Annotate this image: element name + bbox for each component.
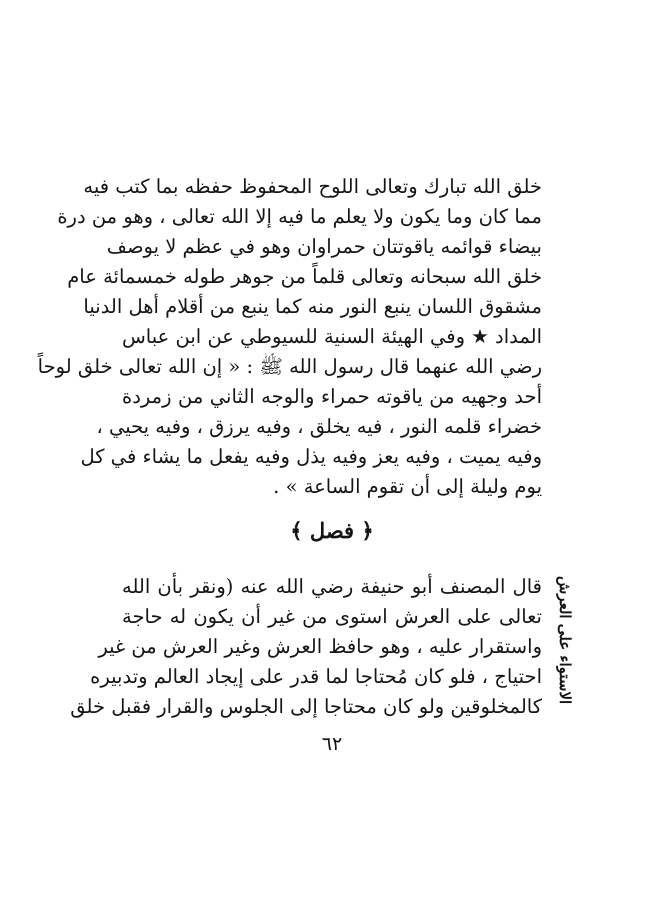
- text-line: أحد وجهيه من ياقوته حمراء والوجه الثاني من زمردة: [122, 385, 542, 408]
- text-line: تعالى على العرش استوى من غير أن يكون له حاجة: [122, 605, 542, 628]
- text-line: وفيه يميت ، وفيه يعز وفيه يذل وفيه يفعل ما يشاء في كل: [80, 445, 542, 468]
- text-line: مشقوق اللسان ينبع النور منه كما ينبع من أقلام أهل الدنيا: [83, 295, 542, 318]
- margin-note: الاستواء على العرش: [556, 575, 574, 704]
- text-line: كالمخلوقين ولو كان محتاجا إلى الجلوس والقرار فقبل خلق: [70, 695, 542, 718]
- page-number: ٦٢: [321, 733, 343, 755]
- text-line: رضي الله عنهما قال رسول الله ﷺ : « إن الله تعالى خلق لوحاً: [37, 355, 542, 378]
- text-line: يوم وليلة إلى أن تقوم الساعة » .: [273, 475, 542, 498]
- text-line: واستقرار عليه ، وهو حافظ العرش وغير العرش من غير: [98, 635, 542, 658]
- paragraph-lawh-mahfuz: [37, 172, 542, 502]
- text-line: احتياج ، فلو كان مُحتاجا لما قدر على إيجاد العالم وتدبيره: [90, 665, 542, 688]
- text-line: خلق الله تبارك وتعالى اللوح المحفوظ حفظه بما كتب فيه: [83, 175, 542, 198]
- text-line: خلق الله سبحانه وتعالى قلماً من جوهر طوله خمسمائة عام: [67, 265, 542, 288]
- text-line: مما كان وما يكون ولا يعلم ما فيه إلا الله تعالى ، وهو من درة: [57, 205, 542, 228]
- section-heading: ﴿ فصل ﴾: [290, 518, 374, 543]
- text-line: قال المصنف أبو حنيفة رضي الله عنه (ونقر بأن الله: [122, 575, 542, 598]
- paragraph-istiwa: [70, 572, 542, 722]
- text-line: بيضاء قوائمه ياقوتتان حمراوان وهو في عظم لا يوصف: [106, 235, 542, 258]
- text-line: المداد ★ وفي الهيئة السنية للسيوطي عن ابن عباس: [122, 325, 542, 348]
- text-line: خضراء قلمه النور ، فيه يخلق ، وفيه يرزق ، وفيه يحيي ،: [96, 415, 542, 438]
